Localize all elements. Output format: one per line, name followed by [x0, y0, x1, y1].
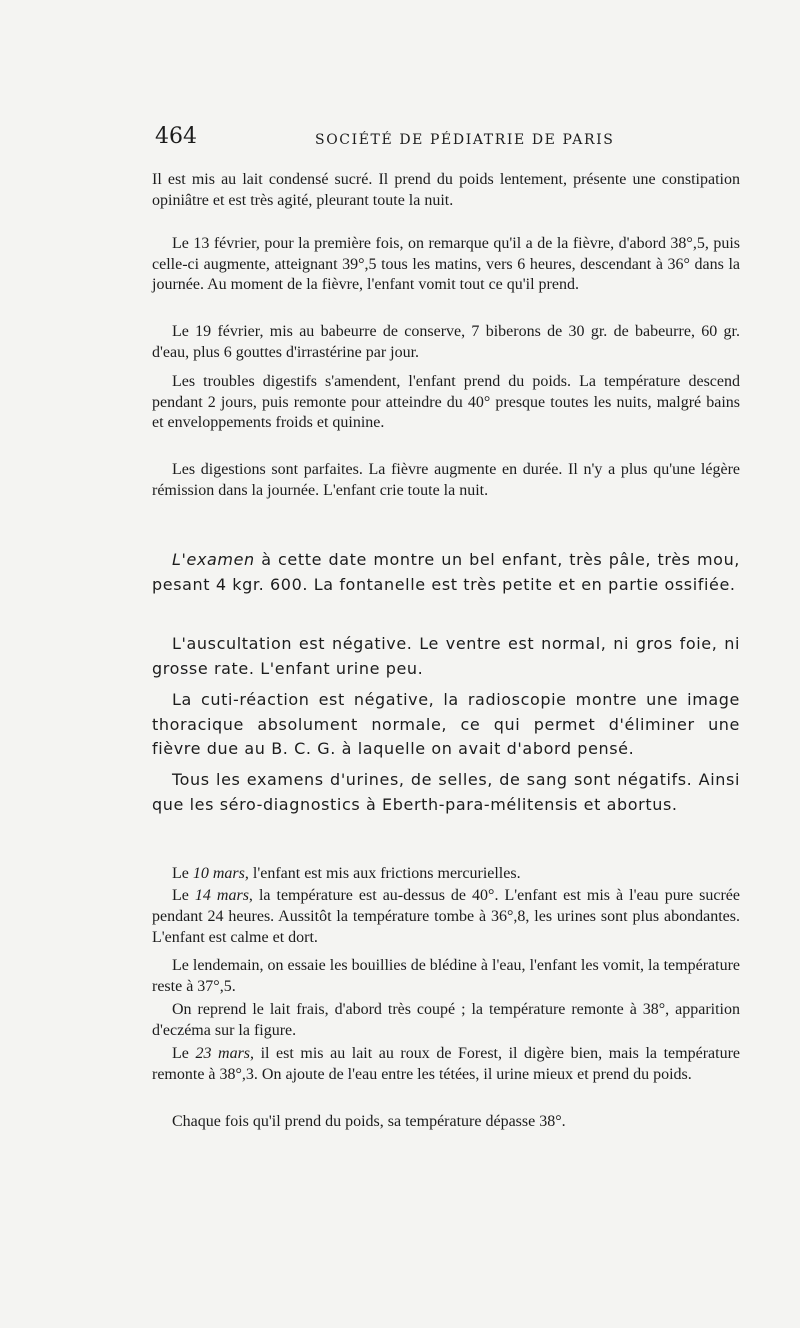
paragraph: Le lendemain, on essaie les bouillies de blédine à l'eau, l'enfant les vomit, la température reste à 37°,5. [152, 957, 740, 995]
paragraph: Il est mis au lait condensé sucré. Il prend du poids lentement, présente une constipation opiniâtre et est très agité, pleurant toute la nuit. [152, 171, 740, 209]
paragraph-text: , la température est au-dessus de 40°. L'enfant est mis à l'eau pure sucrée pendant 24 heures. Aussitôt la température tombe à 36°,8, les urines sont plus abondantes. L'enfant est calme et dort. [152, 887, 740, 946]
paragraph-text: , il est mis au lait au roux de Forest, il digère bien, mais la température remonte à 38°,3. On ajoute de l'eau entre les tétées, il urine mieux et prend du poids. [152, 1045, 740, 1083]
date-italic: 14 mars [194, 887, 249, 904]
date-italic: 10 mars [192, 865, 245, 882]
paragraph: Les digestions sont parfaites. La fièvre augmente en durée. Il n'y a plus qu'une légère rémission dans la journée. L'enfant crie toute la nuit. [152, 461, 740, 499]
paragraph-examen [152, 548, 740, 597]
italic-term: L'examen [172, 550, 255, 569]
paragraph: Le 19 février, mis au babeurre de conserve, 7 biberons de 30 gr. de babeurre, 60 gr. d'eau, plus 6 gouttes d'irrastérine par jour. [152, 323, 740, 361]
paragraph-text: Le [172, 1045, 196, 1062]
paragraph: Les troubles digestifs s'amendent, l'enfant prend du poids. La température descend pendant 2 jours, puis remonte pour atteindre du 40° presque toutes les nuits, malgré bains et enveloppements froids et quinine. [152, 373, 740, 431]
paragraph: La cuti-réaction est négative, la radioscopie montre une image thoracique absolument normale, ce qui permet d'éliminer une fièvre due au B. C. G. à laquelle on avait d'abord pensé. [152, 690, 740, 758]
paragraph: Tous les examens d'urines, de selles, de sang sont négatifs. Ainsi que les séro-diagnostics à Eberth-para-mélitensis et abortus. [152, 770, 740, 814]
paragraph: On reprend le lait frais, d'abord très coupé ; la température remonte à 38°, apparition d'eczéma sur la figure. [152, 1001, 740, 1039]
paragraph: L'auscultation est négative. Le ventre est normal, ni gros foie, ni grosse rate. L'enfant urine peu. [152, 634, 740, 678]
date-italic: 23 mars [195, 1045, 251, 1062]
running-title: SOCIÉTÉ DE PÉDIATRIE DE PARIS [315, 132, 615, 148]
paragraph-text: à cette date montre un bel enfant, très pâle, très mou, pesant 4 kgr. 600. La fontanelle est très petite et en partie ossifiée. [152, 550, 740, 594]
page-number: 464 [155, 124, 197, 149]
paragraph-text: Le [172, 865, 193, 882]
paragraph-text: , l'enfant est mis aux frictions mercurielles. [244, 865, 521, 882]
page-header [155, 124, 745, 156]
paragraph [152, 864, 740, 885]
paragraph: Le 13 février, pour la première fois, on remarque qu'il a de la fièvre, d'abord 38°,5, puis celle-ci augmente, atteignant 39°,5 tous les matins, vers 6 heures, descendant à 36° dans la journée. Au moment de la fièvre, l'enfant vomit tout ce qu'il prend. [152, 235, 740, 293]
paragraph [152, 886, 740, 948]
paragraph [152, 1044, 740, 1086]
paragraph: Chaque fois qu'il prend du poids, sa température dépasse 38°. [172, 1113, 566, 1130]
paragraph-text: Le [172, 887, 195, 904]
